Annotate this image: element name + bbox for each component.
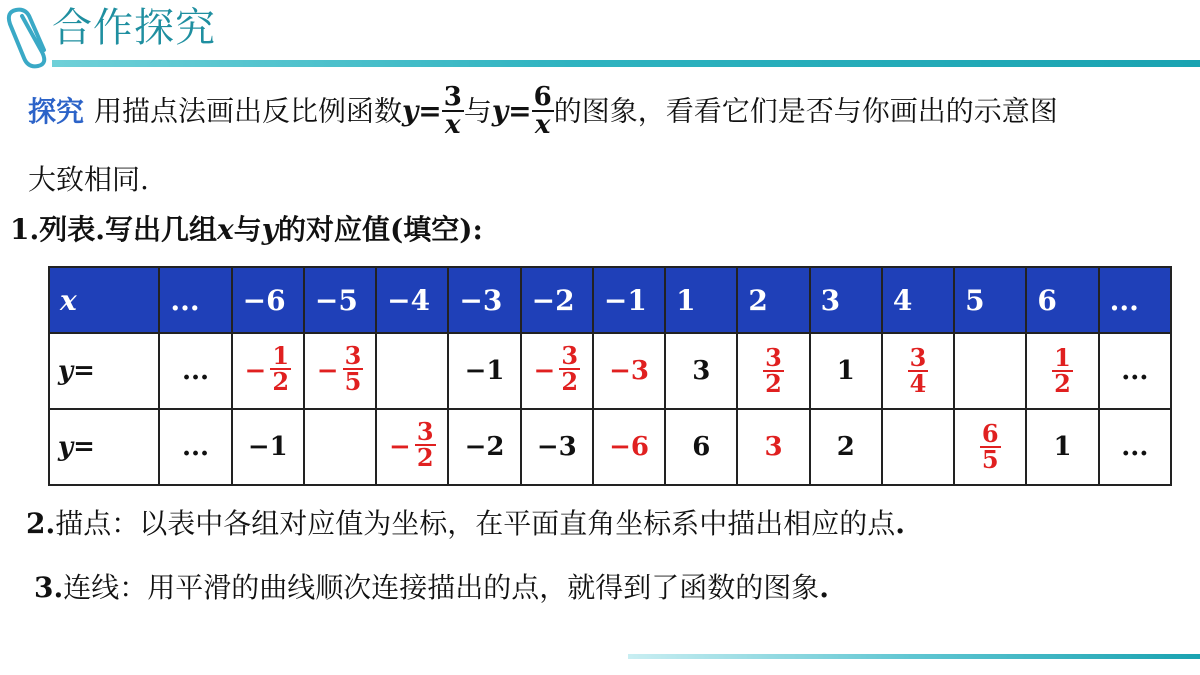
table-row-y-3-over-x <box>49 333 1171 409</box>
formula-1-fraction: $\frac{3}{x}$ <box>443 82 462 140</box>
table-cell-empty <box>376 333 448 409</box>
inquiry-line-2: 大致相同. <box>28 163 149 196</box>
formula-2-fraction: $\frac{6}{x}$ <box>533 82 552 140</box>
step-1-heading: 1.列表.写出几组x与y的对应值(填空): <box>10 213 483 246</box>
inquiry-lead: 用描点法画出反比例函数 <box>94 94 403 128</box>
answer-fraction: − $\frac{3}{5}$ <box>316 341 362 396</box>
header-cell: −2 <box>521 267 593 333</box>
answer-fraction: $\frac{3}{2}$ <box>765 342 782 398</box>
answer-fraction: − $\frac{3}{2}$ <box>533 341 579 396</box>
header-cell: x <box>49 267 159 333</box>
header-rule <box>52 60 1200 67</box>
table-cell: −1 <box>232 409 304 485</box>
inquiry-prompt <box>28 82 1188 146</box>
header-cell: 1 <box>665 267 737 333</box>
header-cell: −4 <box>376 267 448 333</box>
header-cell: −6 <box>232 267 304 333</box>
answer-cell: 3 <box>737 409 809 485</box>
formula-2-y: y= <box>491 94 532 128</box>
header-cell: ... <box>1099 267 1171 333</box>
value-table <box>48 266 1172 486</box>
table-cell: 1 <box>810 333 882 409</box>
inquiry-tag: 探究 <box>28 94 85 128</box>
formula-1-y: y= <box>402 94 442 128</box>
inquiry-tail: 的图象，看看它们是否与你画出的示意图 <box>553 94 1058 128</box>
table-cell-empty <box>304 409 376 485</box>
table-cell: −3 <box>521 409 593 485</box>
step-3-text: 3.连线：用平滑的曲线顺次连接描出的点，就得到了函数的图象. <box>34 571 829 604</box>
answer-cell: −3 <box>593 333 665 409</box>
table-cell <box>882 333 954 409</box>
header-cell: ... <box>159 267 231 333</box>
header-cell: 4 <box>882 267 954 333</box>
header-cell: 2 <box>737 267 809 333</box>
table-cell: 6 <box>665 409 737 485</box>
header-cell: 5 <box>954 267 1026 333</box>
table-cell: 3 <box>665 333 737 409</box>
table-cell: 1 <box>1026 409 1098 485</box>
table-cell-empty <box>882 409 954 485</box>
table-cell <box>954 409 1026 485</box>
step-2-text: 2.描点：以表中各组对应值为坐标，在平面直角坐标系中描出相应的点. <box>26 507 905 540</box>
table-cell <box>376 409 448 485</box>
table-cell: ... <box>159 409 231 485</box>
header-cell: −1 <box>593 267 665 333</box>
table-cell: ... <box>159 333 231 409</box>
answer-cell: −6 <box>593 409 665 485</box>
answer-fraction: − $\frac{1}{2}$ <box>244 341 290 396</box>
answer-fraction: $\frac{1}{2}$ <box>1054 342 1071 398</box>
header-cell: 3 <box>810 267 882 333</box>
table-header-row <box>49 267 1171 333</box>
row-label: y= <box>49 409 159 485</box>
table-cell: −2 <box>448 409 520 485</box>
formula-connector: 与 <box>463 94 492 128</box>
table-cell-empty <box>954 333 1026 409</box>
table-cell <box>1026 333 1098 409</box>
answer-fraction: $\frac{3}{4}$ <box>909 342 927 398</box>
row-label: y= <box>49 333 159 409</box>
footer-rule <box>628 654 1200 659</box>
header-cell: −3 <box>448 267 520 333</box>
table-cell: 2 <box>810 409 882 485</box>
table-cell: ... <box>1099 409 1171 485</box>
table-cell: −1 <box>448 333 520 409</box>
table-cell: ... <box>1099 333 1171 409</box>
table-cell <box>232 333 304 409</box>
answer-fraction: $\frac{6}{5}$ <box>981 418 999 474</box>
table-row-y-6-over-x <box>49 409 1171 485</box>
header-cell: 6 <box>1026 267 1098 333</box>
slide-header <box>0 0 1200 70</box>
header-cell: −5 <box>304 267 376 333</box>
table-cell <box>304 333 376 409</box>
answer-fraction: − $\frac{3}{2}$ <box>389 417 434 472</box>
table-cell <box>521 333 593 409</box>
table-cell <box>737 333 809 409</box>
header-title: 合作探究 <box>52 5 216 51</box>
